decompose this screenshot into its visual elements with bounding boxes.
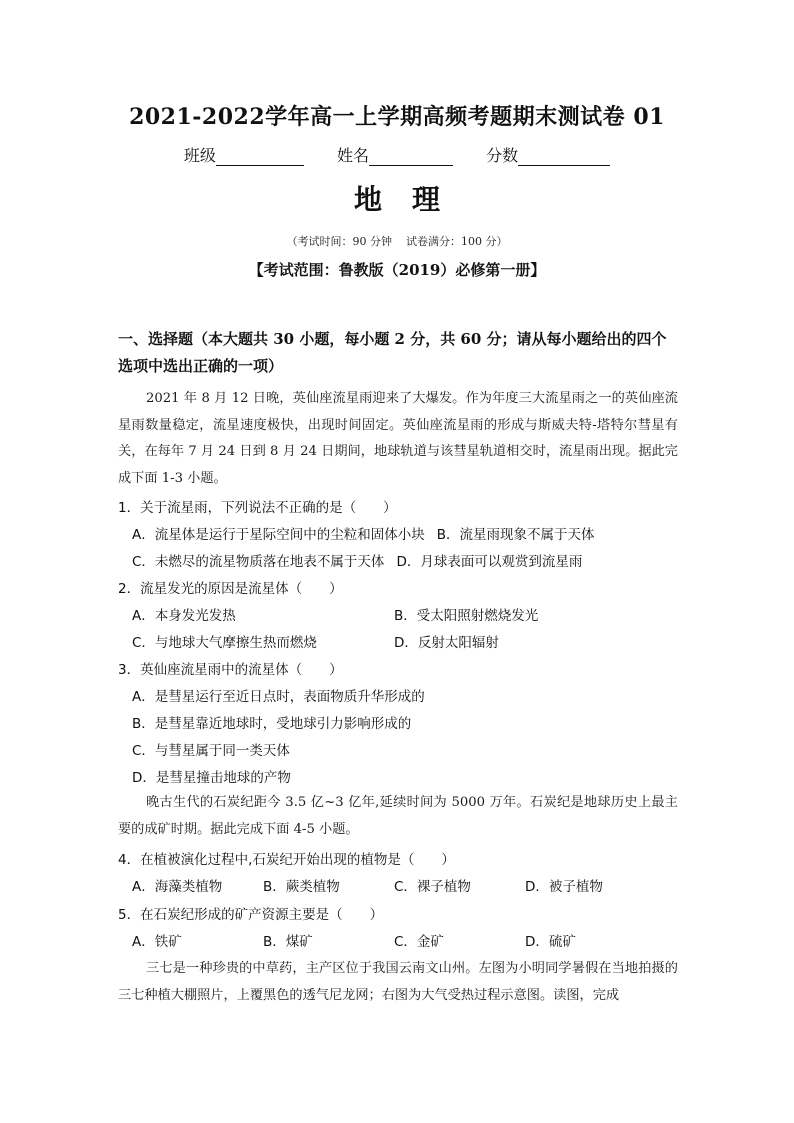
subject-title: 地理: [353, 183, 470, 216]
option-b: B．是彗星靠近地球时，受地球引力影响形成的: [132, 716, 412, 732]
question-stem: 4．在植被演化过程中,石炭纪开始出现的植物是（ ）: [118, 852, 455, 868]
option-b: B．煤矿: [263, 934, 313, 950]
question-options: [118, 684, 678, 792]
option-d: D．硫矿: [525, 934, 576, 950]
option-a: A．是彗星运行至近日点时，表面物质升华形成的: [132, 689, 425, 705]
question-stem: 5．在石炭纪形成的矿产资源主要是（ ）: [118, 907, 384, 923]
full-score: 试卷满分：100 分）: [406, 235, 508, 248]
option-c: C．金矿: [394, 934, 444, 950]
passage-carboniferous: 晚古生代的石炭纪距今 3.5 亿~3 亿年,延续时间为 5000 万年。石炭纪是地球历史上最主要的成矿时期。据此完成下面 4-5 小题。: [118, 795, 678, 837]
option-c: C．与彗星属于同一类天体: [132, 743, 290, 759]
option-c: C．裸子植物: [394, 879, 471, 895]
question-options: [118, 522, 678, 576]
option-a: A．流星体是运行于星际空间中的尘粒和固体小块: [132, 527, 425, 543]
option-d: D．是彗星撞击地球的产物: [132, 770, 291, 786]
option-d: D．被子植物: [525, 879, 603, 895]
question-stem: 3．英仙座流星雨中的流星体（ ）: [118, 662, 343, 678]
name-blank: [369, 149, 453, 166]
options-row: [132, 929, 678, 956]
passage-sanqi: 三七是一种珍贵的中草药，主产区位于我国云南文山州。左图为小明同学暑假在当地拍摄的三七种植大棚照片，上覆黑色的透气尼龙网；右图为大气受热过程示意图。读图，完成: [118, 961, 678, 1003]
question-stem: 1．关于流星雨，下列说法不正确的是（ ）: [118, 500, 397, 516]
class-label: 班级: [183, 146, 216, 165]
option-b: B．受太阳照射燃烧发光: [394, 608, 539, 624]
question-2: [118, 576, 678, 657]
question-stem: 2．流星发光的原因是流星体（ ）: [118, 581, 343, 597]
option-c: C．与地球大气摩擦生热而燃烧: [132, 635, 317, 651]
class-field: [184, 146, 309, 165]
score-blank: [518, 149, 610, 166]
question-3: [118, 657, 678, 792]
name-label: 姓名: [336, 146, 369, 165]
question-options: [118, 929, 678, 956]
option-b: B．蕨类植物: [263, 879, 340, 895]
options-row: [132, 874, 678, 901]
option-b: B．流星雨现象不属于天体: [436, 527, 595, 543]
score-field: [486, 146, 610, 165]
exam-title: 2021-2022学年高一上学期高频考题期末测试卷 01: [129, 104, 665, 130]
option-d: D．反射太阳辐射: [394, 635, 499, 651]
exam-scope: 【考试范围：鲁教版（2019）必修第一册】: [248, 261, 546, 279]
option-a: A．铁矿: [132, 934, 182, 950]
option-a: A．海藻类植物: [132, 879, 223, 895]
question-4: [118, 847, 678, 901]
exam-meta: [0, 233, 794, 249]
options-row: [132, 630, 678, 657]
question-1: [118, 495, 678, 576]
student-info-line: [0, 143, 794, 166]
question-5: [118, 902, 678, 956]
options-row: [132, 603, 678, 630]
option-d: D．月球表面可以观赏到流星雨: [396, 554, 583, 570]
class-blank: [216, 149, 304, 166]
question-options: [118, 874, 678, 901]
exam-time: （考试时间：90 分钟: [286, 235, 392, 248]
options-row: [132, 522, 678, 549]
options-row: [132, 549, 678, 576]
option-c: C．未燃尽的流星物质落在地表不属于天体: [132, 554, 385, 570]
passage-meteor-shower: 2021 年 8 月 12 日晚，英仙座流星雨迎来了大爆发。作为年度三大流星雨之一的英仙座流星雨数量稳定，流星速度极快，出现时间固定。英仙座流星雨的形成与斯威夫特-塔特尔彗星有关，在每年 7 月 24 日到 8 月 24 日期间，地球轨道与该彗星轨道相交时，流星雨出现。据此完成下面 1-3 小题。: [118, 391, 678, 486]
section-heading: 一、选择题（本大题共 30 小题，每小题 2 分，共 60 分；请从每小题给出的四个选项中选出正确的一项）: [118, 330, 667, 375]
name-field: [337, 146, 458, 165]
option-a: A．本身发光发热: [132, 608, 236, 624]
question-options: [118, 603, 678, 657]
score-label: 分数: [486, 146, 519, 165]
